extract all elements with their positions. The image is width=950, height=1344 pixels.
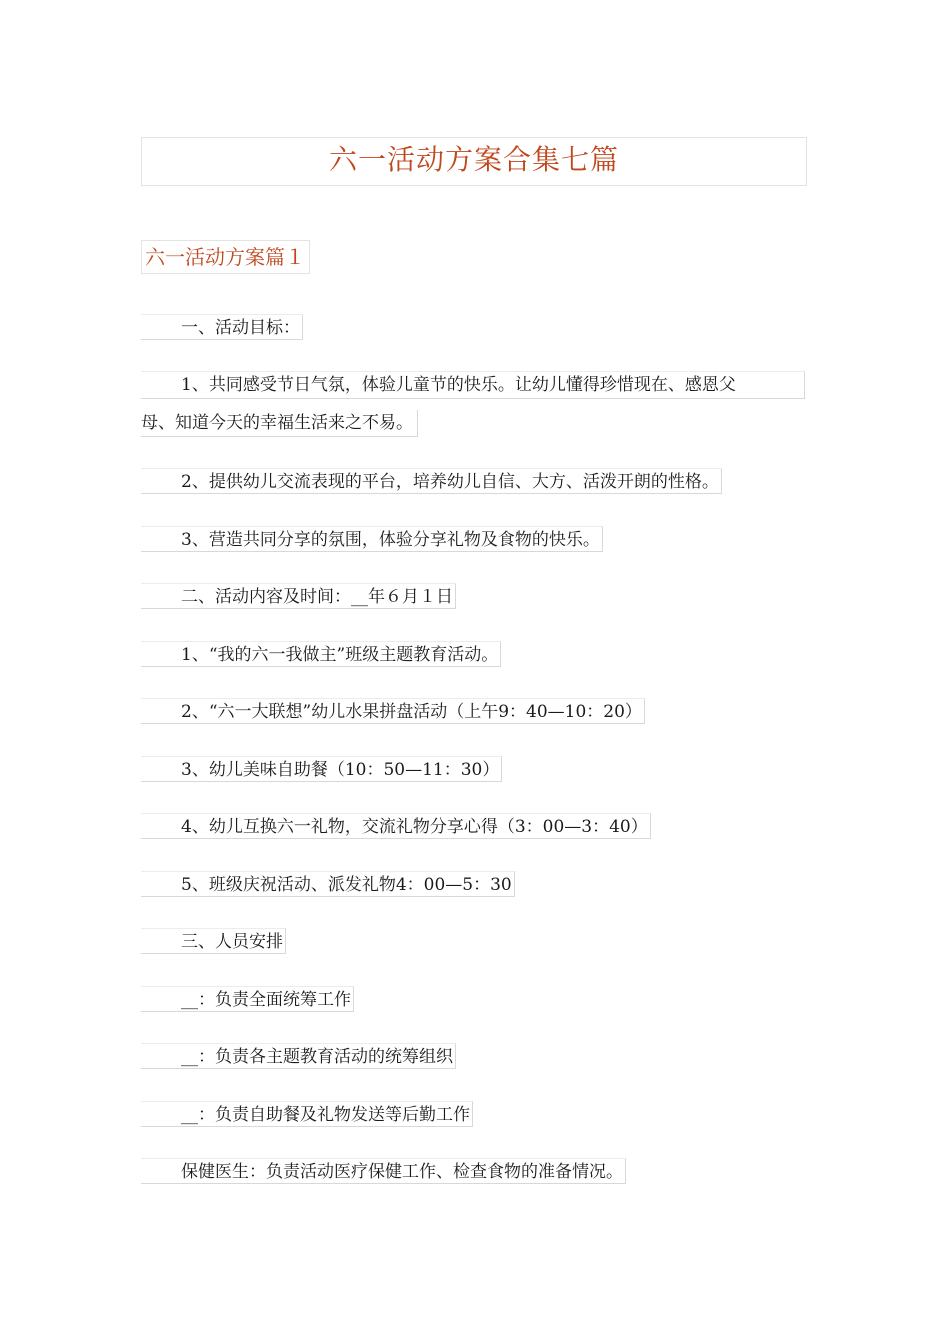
goal-3: 3、营造共同分享的氛围，体验分享礼物及食物的快乐。 [141, 526, 603, 552]
staff-item-2: __：负责各主题教育活动的统筹组织 [141, 1043, 456, 1069]
staff-item-4: 保健医生：负责活动医疗保健工作、检查食物的准备情况。 [141, 1158, 626, 1184]
document-title: 六一活动方案合集七篇 [328, 143, 619, 176]
content-item-5: 5、班级庆祝活动、派发礼物4：00—5：30 [141, 871, 515, 897]
content-item-2: 2、“六一大联想”幼儿水果拼盘活动（上午9：40—10：20） [141, 698, 645, 724]
content-item-3: 3、幼儿美味自助餐（10：50—11：30） [141, 756, 502, 782]
content-item-4: 4、幼儿互换六一礼物，交流礼物分享心得（3：00—3：40） [141, 813, 651, 839]
goal-2: 2、提供幼儿交流表现的平台，培养幼儿自信、大方、活泼开朗的性格。 [141, 468, 722, 494]
content-heading: 二、活动内容及时间：__年６月１日 [141, 583, 456, 609]
staff-item-1: __：负责全面统筹工作 [141, 986, 354, 1012]
document-title-box [141, 137, 807, 186]
goal-1-paragraph [141, 371, 805, 437]
goal-1-line-2: 母、知道今天的幸福生活来之不易。 [141, 410, 418, 437]
staff-heading: 三、人员安排 [141, 928, 286, 954]
section-heading: 六一活动方案篇１ [141, 240, 310, 274]
goal-1-line-1: 1、共同感受节日气氛，体验儿童节的快乐。让幼儿懂得珍惜现在、感恩父 [141, 371, 805, 399]
content-item-1: 1、“我的六一我做主”班级主题教育活动。 [141, 641, 501, 667]
goals-heading: 一、活动目标： [141, 314, 303, 340]
staff-item-3: __：负责自助餐及礼物发送等后勤工作 [141, 1101, 473, 1127]
